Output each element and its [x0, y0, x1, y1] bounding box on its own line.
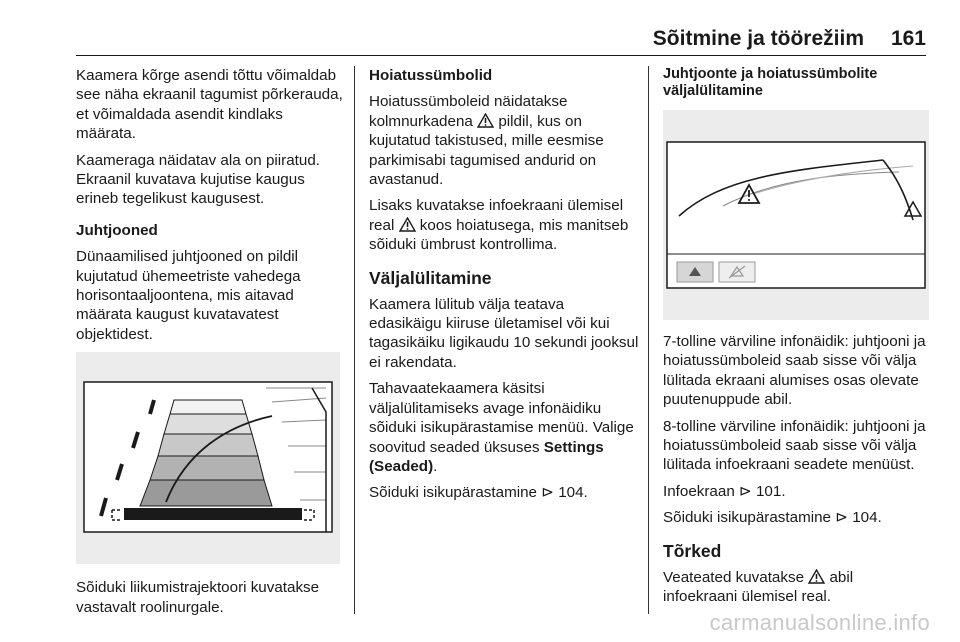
header-divider [76, 55, 926, 56]
page-reference-link[interactable]: 104. [852, 509, 882, 527]
warning-triangle-icon [399, 217, 416, 232]
page-reference-link[interactable]: 101. [755, 482, 786, 500]
paragraph: Hoiatussümboleid näidatakse kolmnurkadena pildil, kus on kujutatud takistused, mille eesmise parkimisabi tagumised andurid on avastanud. [369, 93, 604, 189]
column-3 [663, 66, 929, 613]
paragraph: Infoekraan ⊳ 101. [663, 482, 786, 500]
paragraph: 7-tolline värviline infonäidik: juhtjooni ja hoiatussümboleid saab sisse või välja lülitada ekraani alumises osas olevate puutenuppude abil. [663, 333, 926, 409]
page-number: 161 [890, 27, 926, 50]
section-heading-warning-symbols: Hoiatussümbolid [369, 67, 493, 84]
paragraph: Dünaamilised juhtjooned on pildil kujutatud ühemeetriste vahedega horisontaaljoontena, mis aitavad määrata kaugust kuvatavatest objektidest. [76, 248, 301, 343]
page-reference-link[interactable]: 104. [558, 484, 588, 502]
reference-arrow-icon: ⊳ [835, 509, 848, 527]
warning-triangle-icon [808, 569, 825, 584]
page-header [76, 26, 926, 52]
column-2 [369, 66, 639, 510]
info-display-figure [663, 110, 929, 320]
paragraph: Sõiduki isikupärastamine ⊳ 104. [369, 484, 588, 502]
paragraph: Tahavaatekaamera käsitsi väljalülitamiseks avage infonäidiku sõiduki isikupärastamise menüü. Valige soovitud seaded üksuses Settings (Seaded). [369, 380, 634, 475]
warning-triangle-icon [477, 113, 494, 128]
paragraph: 8-tolline värviline infonäidik: juhtjooni ja hoiatussümboleid saab sisse või välja lülitada infoekraani seadete menüüst. [663, 417, 926, 474]
watermark: carmanualsonline.info [709, 610, 930, 635]
paragraph: Lisaks kuvatakse infoekraani ülemisel real koos hoiatusega, mis manitseb sõiduki ümbrust kontrollima. [369, 197, 629, 254]
section-heading-faults: Tõrked [663, 540, 722, 561]
column-1 [76, 66, 344, 624]
section-heading-deactivation: Väljalülitamine [369, 267, 492, 288]
section-heading-disable-guidelines: Juhtjoonte ja hoiatussümbolite väljalülitamine [663, 66, 878, 99]
section-heading-guidelines: Juhtjooned [76, 221, 158, 239]
paragraph: Veateated kuvatakse abil infoekraani ülemisel real. [663, 568, 854, 606]
paragraph: Kaameraga näidatav ala on piiratud. Ekraanil kuvatava kujutise kaugus erineb tegelikust kaugusest. [76, 151, 321, 208]
figure-caption: Sõiduki liikumistrajektoori kuvatakse vastavalt roolinurgale. [76, 579, 320, 616]
settings-menu-label: Settings (Seaded) [369, 438, 604, 475]
reference-arrow-icon: ⊳ [739, 482, 752, 500]
camera-guidelines-figure [76, 352, 340, 564]
page-title: Sõitmine ja töörežiim [652, 27, 864, 50]
paragraph: Kaamera lülitub välja teatava edasikäigu kiiruse ületamisel või kui tagasikäiku ligikaudu 10 sekundi jooksul ei rakendata. [369, 295, 639, 371]
column-divider-2 [648, 66, 649, 614]
column-divider-1 [354, 66, 355, 614]
paragraph: Kaamera kõrge asendi tõttu võimaldab see näha ekraanil tagumist põrkerauda, et võimaldada asendit kindlaks määrata. [76, 67, 343, 143]
reference-arrow-icon: ⊳ [541, 484, 554, 502]
paragraph: Sõiduki isikupärastamine ⊳ 104. [663, 509, 882, 527]
